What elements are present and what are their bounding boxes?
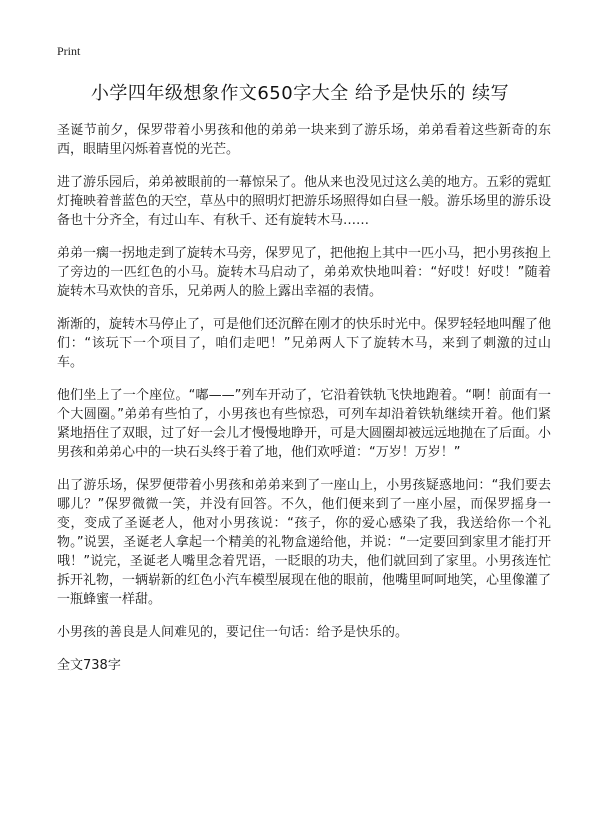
article-body (57, 121, 551, 675)
print-link[interactable]: Print (57, 44, 81, 58)
paragraph: 弟弟一瘸一拐地走到了旋转木马旁，保罗见了，把他抱上其中一匹小马，把小男孩抱上了旁边的一匹红色的小马。旋转木马启动了，弟弟欢快地叫着：“好哎！好哎！”随着旋转木马欢快的音乐，兄弟两人的脸上露出幸福的表情。 (57, 246, 552, 299)
article-title: 小学四年级想象作文650字大全 给予是快乐的 续写 (90, 83, 510, 104)
paragraph: 进了游乐园后，弟弟被眼前的一幕惊呆了。他从来也没见过这么美的地方。五彩的霓虹灯掩映着普蓝色的天空，草丛中的照明灯把游乐场照得如白昼一般。游乐场里的游乐设备也十分齐全，有过山车、有秋千、还有旋转木马…… (57, 175, 552, 228)
paragraph: 圣诞节前夕，保罗带着小男孩和他的弟弟一块来到了游乐场，弟弟看着这些新奇的东西，眼睛里闪烁着喜悦的光芒。 (57, 123, 551, 157)
paragraph: 出了游乐场，保罗便带着小男孩和弟弟来到了一座山上，小男孩疑惑地问：“我们要去哪儿？”保罗微微一笑，并没有回答。不久，他们便来到了一座小屋，而保罗摇身一变，变成了圣诞老人，他对小男孩说：“孩子，你的爱心感染了我，我送给你一个礼物。”说罢，圣诞老人拿起一个精美的礼物盒递给他，并说：“一定要回到家里才能打开哦！”说完，圣诞老人嘴里念着咒语，一眨眼的功夫，他们就回到了家里。小男孩连忙拆开礼物，一辆崭新的红色小汽车模型展现在他的眼前，他嘴里呵呵地笑，心里像灌了一瓶蜂蜜一样甜。 (57, 478, 552, 607)
word-count: 全文738字 (57, 658, 121, 673)
paragraph: 他们坐上了一个座位。“嘟——”列车开动了，它沿着铁轨飞快地跑着。“啊！前面有一个大圆圈。”弟弟有些怕了，小男孩也有些惊恐，可列车却沿着铁轨继续开着。他们紧紧地捂住了双眼，过了好一会儿才慢慢地睁开，可是大圆圈却被远远地抛在了后面。小男孩和弟弟心中的一块石头终于着了地，他们欢呼道：“万岁！万岁！” (57, 388, 552, 460)
paragraph: 小男孩的善良是人间难见的，要记住一句话：给予是快乐的。 (57, 625, 409, 640)
paragraph: 渐渐的，旋转木马停止了，可是他们还沉醉在刚才的快乐时光中。保罗轻轻地叫醒了他们：“该玩下一个项目了，咱们走吧！”兄弟两人下了旋转木马，来到了刺激的过山车。 (57, 317, 552, 370)
